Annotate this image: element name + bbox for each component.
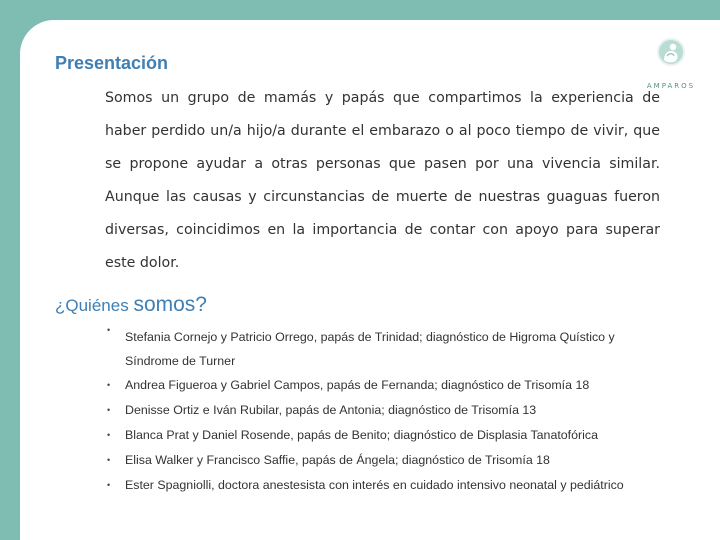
intro-paragraph: Somos un grupo de mamás y papás que compartimos la experiencia de haber perdido un/a hijo/a durante el embarazo o al poco tiempo de vivir, que se propone ayudar a otras personas que pasen por una vivencia similar. Aunque las causas y circunstancias de muerte de nuestras guaguas fueron diversas, coincidimos en la importancia de contar con apoyo para superar este dolor. (105, 90, 660, 271)
list-item: • Denisse Ortiz e Iván Rubilar, papás de Antonia; diagnóstico de Trisomía 13 (107, 398, 667, 423)
slide (20, 20, 720, 540)
logo-emblem-icon (640, 36, 702, 80)
subtitle-prefix: ¿Quiénes (55, 296, 134, 315)
amparos-logo (640, 36, 702, 90)
subtitle-emphasis: somos? (133, 293, 207, 316)
member-text: • Stefania Cornejo y Patricio Orrego, papás de Trinidad; diagnóstico de Higroma Quístico y Síndrome de Turner (125, 330, 615, 368)
list-item: • Blanca Prat y Daniel Rosende, papás de Benito; diagnóstico de Displasia Tanatofórica (107, 423, 667, 448)
list-item: • Elisa Walker y Francisco Saffie, papás de Ángela; diagnóstico de Trisomía 18 (107, 448, 667, 473)
logo-wordmark: AMPAROS (646, 82, 696, 90)
section-subtitle (55, 293, 207, 317)
page-title: Presentación (55, 53, 169, 73)
members-list (107, 325, 667, 498)
list-item: • Andrea Figueroa y Gabriel Campos, papás de Fernanda; diagnóstico de Trisomía 18 (107, 373, 667, 398)
list-item (107, 325, 667, 373)
list-item: • Ester Spagniolli, doctora anestesista con interés en cuidado intensivo neonatal y pediátrico (107, 473, 667, 498)
